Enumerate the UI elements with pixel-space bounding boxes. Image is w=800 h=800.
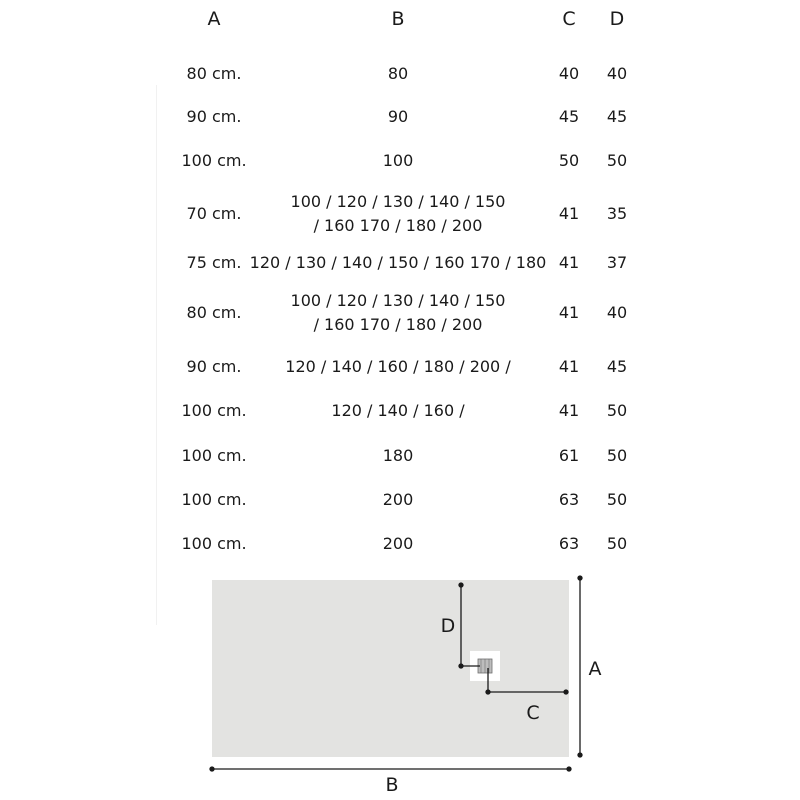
cell-b-line: / 160 170 / 180 / 200: [313, 216, 483, 235]
diagram-label-d: D: [440, 615, 456, 637]
cell-d: 50: [606, 401, 628, 420]
cell-a: 100 cm.: [181, 446, 247, 465]
cell-a: 100 cm.: [181, 534, 247, 553]
header-b: B: [391, 8, 405, 30]
cell-a: 100 cm.: [181, 490, 247, 509]
cell-c: 63: [558, 534, 580, 553]
cell-c: 41: [558, 253, 580, 272]
cell-b-line: 120 / 140 / 160 / 180 / 200 /: [285, 357, 511, 376]
cell-d: 50: [606, 151, 628, 170]
cell-b-line: 80: [387, 64, 409, 83]
cell-c: 41: [558, 357, 580, 376]
cell-c: 41: [558, 204, 580, 223]
cell-b-line: 100 / 120 / 130 / 140 / 150: [290, 192, 506, 211]
cell-b-line: 100: [382, 151, 414, 170]
cell-d: 50: [606, 534, 628, 553]
cell-d: 40: [606, 64, 628, 83]
cell-c: 41: [558, 401, 580, 420]
header-c: C: [562, 8, 576, 30]
diagram-label-b: B: [385, 774, 399, 796]
cell-b-line: 120 / 130 / 140 / 150 / 160 170 / 180: [249, 253, 547, 272]
cell-d: 45: [606, 357, 628, 376]
cell-d: 45: [606, 107, 628, 126]
cell-a: 90 cm.: [186, 107, 242, 126]
cell-c: 41: [558, 303, 580, 322]
cell-d: 50: [606, 446, 628, 465]
cell-a: 70 cm.: [186, 204, 242, 223]
cell-b-line: 120 / 140 / 160 /: [331, 401, 465, 420]
cell-c: 40: [558, 64, 580, 83]
cell-a: 80 cm.: [186, 303, 242, 322]
cell-a: 75 cm.: [186, 253, 242, 272]
header-a: A: [207, 8, 221, 30]
cell-b-line: 180: [382, 446, 414, 465]
diagram-label-a: A: [588, 658, 602, 680]
cell-c: 45: [558, 107, 580, 126]
cell-b-line: 100 / 120 / 130 / 140 / 150: [290, 291, 506, 310]
cell-b-line: 200: [382, 534, 414, 553]
cell-b-line: / 160 170 / 180 / 200: [313, 315, 483, 334]
cell-c: 61: [558, 446, 580, 465]
cell-a: 80 cm.: [186, 64, 242, 83]
cell-c: 50: [558, 151, 580, 170]
cell-d: 40: [606, 303, 628, 322]
cell-a: 90 cm.: [186, 357, 242, 376]
cell-b-line: 200: [382, 490, 414, 509]
cell-a: 100 cm.: [181, 151, 247, 170]
tray-rect: [212, 580, 569, 757]
diagram-label-c: C: [526, 702, 540, 724]
cell-b-line: 90: [387, 107, 409, 126]
cell-a: 100 cm.: [181, 401, 247, 420]
cell-d: 37: [606, 253, 628, 272]
cell-d: 35: [606, 204, 628, 223]
header-d: D: [609, 8, 625, 30]
cell-d: 50: [606, 490, 628, 509]
cell-c: 63: [558, 490, 580, 509]
